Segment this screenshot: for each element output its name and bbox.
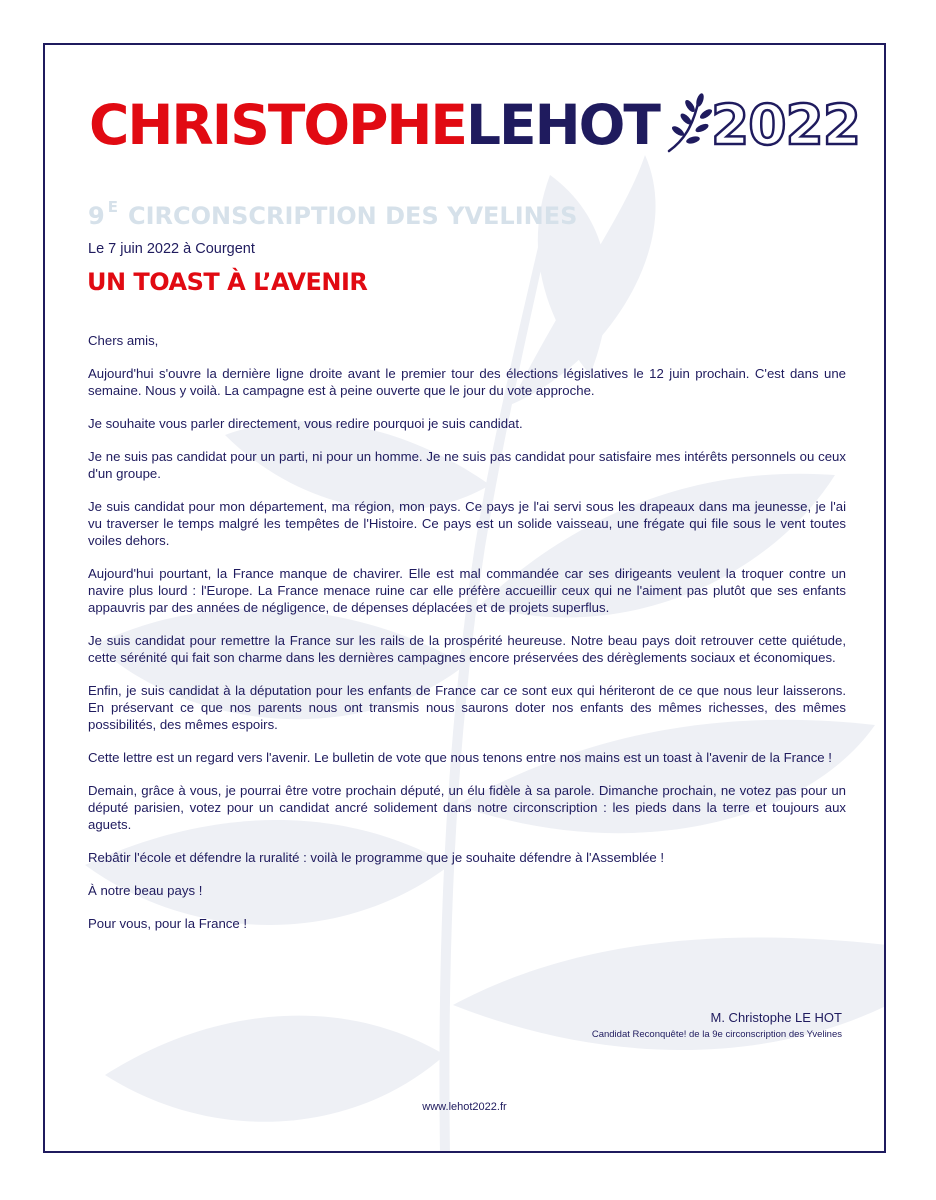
paragraph: Rebâtir l'école et défendre la ruralité : voilà le programme que je souhaite défendre à l'Assemblée ! <box>88 850 665 865</box>
paragraph: Demain, grâce à vous, je pourrai être votre prochain député, un élu fidèle à sa parole. Dimanche prochain, ne votez pas pour un député parisien, votez pour un candidat ancré solidement dans notre circonscription : les pieds dans la terre et toujours aux aguets. <box>88 783 846 832</box>
paragraph: Je souhaite vous parler directement, vous redire pourquoi je suis candidat. <box>88 416 523 431</box>
constituency-label: CIRCONSCRIPTION DES YVELINES <box>127 202 578 230</box>
signature-title: Candidat Reconquête! de la 9e circonscription des Yvelines <box>591 1029 842 1040</box>
paragraph: Je suis candidat pour mon département, ma région, mon pays. Ce pays je l'ai servi sous les drapeaux dans ma jeunesse, je l'ai vu traverser le temps malgré les tempêtes de l'Histoire. Ce pays est un solide vaisseau, une frégate qui file sous le vent toutes voiles dehors. <box>88 499 846 548</box>
signature-name: M. Christophe LE HOT <box>710 1010 842 1025</box>
website-link[interactable]: www.lehot2022.fr <box>422 1101 507 1113</box>
paragraph: Cette lettre est un regard vers l'avenir. Le bulletin de vote que nous tenons entre nos mains est un toast à l'avenir de la France ! <box>88 750 832 765</box>
logo-last-name: LEHOT <box>466 92 659 157</box>
paragraph: Aujourd'hui s'ouvre la dernière ligne droite avant le premier tour des élections législatives le 12 juin prochain. C'est dans une semaine. Nous y voilà. La campagne est à peine ouverte que le jour du vote approche. <box>88 366 846 398</box>
letter-headline: UN TOAST À L’AVENIR <box>87 268 368 296</box>
logo-first-name: CHRISTOPHE <box>89 92 467 157</box>
constituency-ordinal: E <box>107 198 118 216</box>
constituency-number: 9 <box>88 202 105 230</box>
paragraph: Je ne suis pas candidat pour un parti, ni pour un homme. Je ne suis pas candidat pour satisfaire mes intérêts personnels ou ceux d'un groupe. <box>88 449 846 481</box>
logo-year: 2022 <box>710 92 861 157</box>
constituency-heading <box>88 198 578 230</box>
paragraph-greeting: Chers amis, <box>88 333 159 348</box>
date-line: Le 7 juin 2022 à Courgent <box>88 241 255 257</box>
paragraph: À notre beau pays ! <box>88 883 203 898</box>
paragraph-closing: Pour vous, pour la France ! <box>88 916 248 931</box>
paragraph: Aujourd'hui pourtant, la France manque de chavirer. Elle est mal commandée car ses dirigeants veulent la troquer contre un navire plus lourd : l'Europe. La France menace ruine car elle préfère accueillir ceux qui ne l'aiment pas plutôt que ses enfants appauvris par des années de négligence, de dépenses déplacées et de projets superflus. <box>88 566 846 615</box>
paragraph: Je suis candidat pour remettre la France sur les rails de la prospérité heureuse. Notre beau pays doit retrouver cette quiétude, cette sérénité qui fait son charme dans les dernières campagnes encore préservées des dérèglements sociaux et économiques. <box>88 633 846 665</box>
letter-body <box>88 332 846 948</box>
letter-frame <box>43 43 886 1153</box>
laurel-sprig-icon <box>661 93 713 157</box>
paragraph: Enfin, je suis candidat à la députation pour les enfants de France car ce sont eux qui hériteront de ce que nous leur laisserons. En préservant ce que nos parents nous ont transmis nous saurons doter nos enfants des mêmes richesses, des mêmes possibilités, des mêmes espoirs. <box>88 683 846 732</box>
campaign-logo <box>89 91 860 159</box>
